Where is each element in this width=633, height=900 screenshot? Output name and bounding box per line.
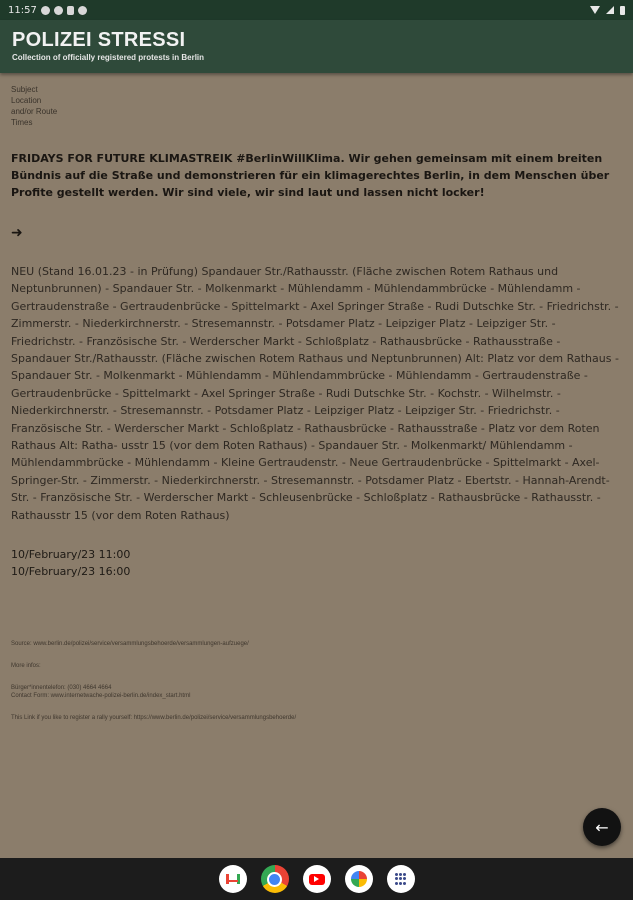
field-legend	[11, 84, 621, 128]
app-header	[0, 20, 633, 73]
time-end: 10/February/23 16:00	[11, 565, 131, 579]
contact-form-link[interactable]: Contact Form: www.internetwache-polizei-berlin.de/index_start.html	[11, 693, 191, 700]
gmail-icon[interactable]	[219, 865, 247, 893]
app-dock	[0, 858, 633, 900]
protest-times	[11, 546, 621, 580]
youtube-icon[interactable]	[303, 865, 331, 893]
legend-route: and/or Route	[11, 107, 58, 116]
phone-info: Bürger*innentelefon: (030) 4664 4664	[11, 685, 112, 692]
wifi-icon	[590, 6, 600, 14]
protest-subject: FRIDAYS FOR FUTURE KLIMASTREIK #BerlinWillKlima. Wir gehen gemeinsam mit einem breiten Bündnis auf die Straße und demonstrieren für ein klimagerechtes Berlin, in dem Menschen über Profite gestellt werden. Wir sind viele, wir sind laut und lassen nicht locker!	[11, 152, 610, 199]
signal-icon	[606, 6, 614, 14]
arrow-right-icon: ➜	[11, 225, 23, 241]
chrome-icon[interactable]	[261, 865, 289, 893]
notification-icon	[78, 6, 87, 15]
protest-detail	[11, 84, 621, 736]
arrow-back-icon: ←	[595, 817, 609, 837]
more-info-label: More infos:	[11, 663, 41, 670]
status-time: 11:57	[8, 4, 37, 16]
battery-icon	[620, 6, 625, 15]
protest-route: NEU (Stand 16.01.23 - in Prüfung) Spandauer Str./Rathausstr. (Fläche zwischen Rotem Rathaus und Neptunbrunnen) - Spandauer Str. - Molkenmarkt - Mühlendamm - Mühlendammbrücke - Mühlendamm - Gertraudenstraße - Gertraudenbrücke - Spittelmarkt - Axel Springer Straße - Rudi Dutschke Str. - Friedrichstr. - Zimmerstr. - Niederkirchnerstr. - Stresemannstr. - Potsdamer Platz - Leipziger Platz - Leipziger Str. - Friedrichstr. - Französische Str. - Werderscher Markt - Schloßplatz - Rathausbrücke - Rathausstraße - Spandauer Str./Rathausstr. (Fläche zwischen Rotem Rathaus und Neptunbrunnen) Alt: Platz vor dem Rathaus - Spandauer Str. - Molkenmarkt - Mühlendamm - Mühlendammbrücke - Mühlendamm - Gertraudenstraße - Gertraudenbrücke - Spittelmarkt - Axel Springer Straße - Rudi Dutschke Str. - Kochstr. - Wilhelmstr. - Niederkirchnerstr. - Stresemannstr. - Potsdamer Platz - Leipziger Platz - Leipziger Str. - Friedrichstr. - Französische Str. - Werderscher Markt - Schloßplatz - Rathausbrücke - Rathausstraße - Platz vor dem Roten Rathaus Alt: Ratha- usstr 15 (vor dem Roten Rathaus) - Spandauer Str. - Molkenmarkt/ Mühlendamm - Mühlendammbrücke - Mühlendamm - Kleine Gertraudenstr. - Neue Gertraudenbrücke - Spittelmarkt - Axel-Springer-Str. - Zimmerstr. - Niederkirchnerstr. - Stresemannstr. - Potsdamer Platz - Ebertstr. - Hannah-Arendt-Str. - Französische Str. - Werderscher Markt - Schleusenbrücke - Schloßplatz - Rathausbrücke - Rathausstr. - Rathausstr 15 (vor dem Roten Rathaus)	[11, 265, 619, 522]
app-subtitle: Collection of officially registered protests in Berlin	[12, 53, 205, 62]
legend-location: Location	[11, 96, 42, 105]
photos-icon[interactable]	[345, 865, 373, 893]
status-bar	[0, 0, 633, 20]
legend-subject: Subject	[11, 85, 38, 94]
source-link[interactable]: Source: www.berlin.de/polizei/service/versammlungsbehoerde/versammlungen-aufzuege/	[11, 641, 249, 648]
footer-info	[11, 640, 621, 722]
register-rally-link[interactable]: This Link if you like to register a rally yourself: https://www.berlin.de/polizei/service/versammlungsbehoerde/	[11, 715, 297, 722]
legend-times: Times	[11, 118, 33, 127]
back-button[interactable]	[583, 808, 621, 846]
app-drawer-icon[interactable]	[387, 865, 415, 893]
notification-icon	[54, 6, 63, 15]
sd-card-icon	[67, 6, 74, 15]
app-title: POLIZEI STRESSI	[12, 29, 186, 51]
time-start: 10/February/23 11:00	[11, 548, 131, 562]
notification-icon	[41, 6, 50, 15]
